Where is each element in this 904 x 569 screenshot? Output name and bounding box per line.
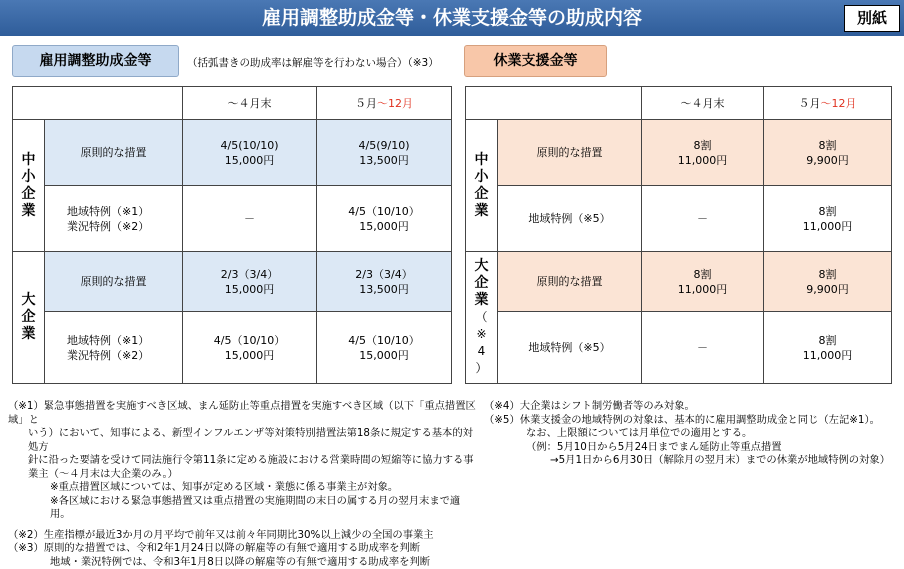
row-label: 地域特例（※5） (498, 312, 642, 384)
row-label: 原則的な措置 (498, 120, 642, 186)
footnote-line: （例：5月10日から5月24日までまん延防止等重点措置 (484, 441, 904, 455)
label-koyo-chosei: 雇用調整助成金等 (12, 45, 179, 77)
footnote-line: 業主（～４月末は大企業のみ。） (8, 468, 478, 482)
header-col-may-dec: ５月～12月 (317, 87, 452, 120)
footnote-line: （※3）原則的な措置では、令和2年1月24日以降の解雇等の有無で適用する助成率を判断 (8, 542, 478, 556)
cell-value: 4/5（10/10） 15,000円 (317, 312, 452, 384)
row-label: 地域特例（※5） (498, 186, 642, 252)
cell-value: － (642, 186, 764, 252)
page-title: 雇用調整助成金等・休業支援金等の助成内容 (0, 0, 904, 36)
footnote-line: ※各区域における緊急事態措置又は重点措置の実施期間の末日の属する月の翌月末まで適用。 (8, 495, 478, 522)
rate-note: （括弧書きの助成率は解雇等を行わない場合）（※3） (187, 55, 439, 70)
footnote-line: （※5）休業支援金の地域特例の対象は、基本的に雇用調整助成金と同じ（左記※1）。 (484, 414, 904, 428)
cell-value: 8割 11,000円 (764, 312, 892, 384)
cell-value: 8割 11,000円 (764, 186, 892, 252)
cell-value: 8割 11,000円 (642, 120, 764, 186)
footnote-line: 針に沿った要請を受けて同法施行令第11条に定める施設における営業時間の短縮等に協力する事 (8, 454, 478, 468)
group-large: 大 企 業 (13, 252, 45, 384)
label-kyugyo-shien: 休業支援金等 (464, 45, 607, 77)
cell-value: 4/5（10/10） 15,000円 (317, 186, 452, 252)
cell-value: 8割 9,900円 (764, 120, 892, 186)
footnote-line: ※重点措置区域については、知事が定める区域・業態に係る事業主が対象。 (8, 481, 478, 495)
header-blank (13, 87, 183, 120)
cell-value: － (642, 312, 764, 384)
row-label: 原則的な措置 (45, 120, 183, 186)
row-label: 原則的な措置 (498, 252, 642, 312)
cell-value: － (183, 186, 317, 252)
header-col-april: ～４月末 (183, 87, 317, 120)
footnote-line: （※2）生産指標が最近3か月の月平均で前年又は前々年同期比30%以上減少の全国の事業主 (8, 529, 478, 543)
cell-value: 4/5(10/10) 15,000円 (183, 120, 317, 186)
header-blank (466, 87, 642, 120)
cell-value: 8割 11,000円 (642, 252, 764, 312)
group-sme: 中 小 企 業 (466, 120, 498, 252)
group-sme: 中 小 企 業 (13, 120, 45, 252)
group-large: 大 企 業 （ ※ 4 ） (466, 252, 498, 384)
footnote-line: なお、上限額については月単位での適用とする。 (484, 427, 904, 441)
cell-value: 2/3（3/4） 13,500円 (317, 252, 452, 312)
footnote-line: 地域・業況特例では、令和3年1月8日以降の解雇等の有無で適用する助成率を判断 (8, 556, 478, 569)
attachment-badge: 別紙 (844, 5, 900, 32)
cell-value: 8割 9,900円 (764, 252, 892, 312)
cell-value: 2/3（3/4） 15,000円 (183, 252, 317, 312)
header-col-april: ～４月末 (642, 87, 764, 120)
cell-value: 4/5(9/10) 13,500円 (317, 120, 452, 186)
cell-value: 4/5（10/10） 15,000円 (183, 312, 317, 384)
row-label: 原則的な措置 (45, 252, 183, 312)
kyugyo-shien-table (465, 86, 892, 384)
footnote-line: （※1）緊急事態措置を実施すべき区域、まん延防止等重点措置を実施すべき区域（以下「重点措置区域」と (8, 400, 478, 427)
footnote-line: いう）において、知事による、新型インフルエンザ等対策特別措置法第18条に規定する基本的対処方 (8, 427, 478, 454)
koyo-chosei-table (12, 86, 452, 384)
row-label: 地域特例（※1） 業況特例（※2） (45, 312, 183, 384)
footnotes-right (484, 400, 904, 468)
footnote-line: （※4）大企業はシフト制労働者等のみ対象。 (484, 400, 904, 414)
footnotes-left (8, 400, 478, 569)
header-col-may-dec: ５月～12月 (764, 87, 892, 120)
footnote-line: →5月1日から6月30日（解除月の翌月末）までの休業が地域特例の対象） (484, 454, 904, 468)
row-label: 地域特例（※1） 業況特例（※2） (45, 186, 183, 252)
